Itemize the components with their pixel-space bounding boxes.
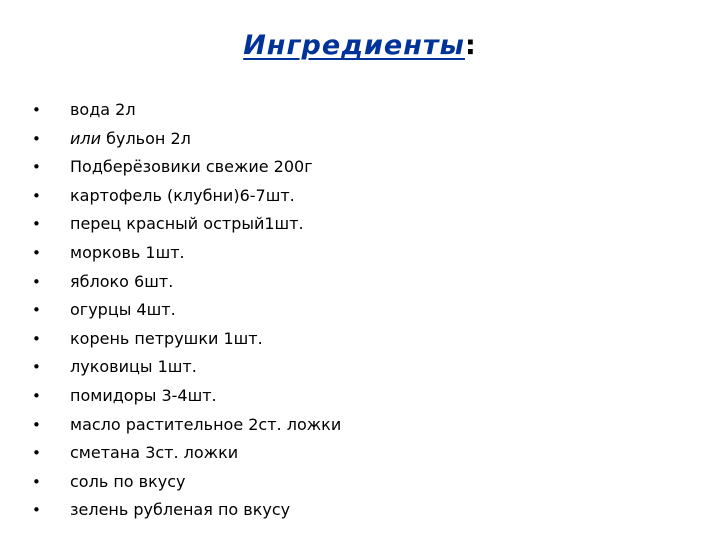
title-text: Ингредиенты: [243, 30, 465, 61]
ingredients-list: [32, 96, 341, 525]
list-item: [32, 296, 341, 325]
list-item: [32, 125, 341, 154]
bullet-icon: •: [32, 101, 41, 119]
page-title: [0, 30, 720, 61]
list-item: [32, 439, 341, 468]
bullet-icon: •: [32, 329, 41, 348]
list-item: [32, 353, 341, 382]
ingredient-text: соль по вкусу: [70, 471, 186, 491]
ingredient-text: перец красный острый1шт.: [70, 214, 304, 234]
ingredient-text: масло растительное 2ст. ложки: [70, 414, 342, 434]
ingredient-text: яблоко 6шт.: [70, 271, 174, 291]
bullet-icon: •: [32, 215, 41, 234]
bullet-icon: •: [32, 301, 41, 320]
bullet-icon: •: [32, 272, 41, 291]
ingredient-text: Подберёзовики свежие 200г: [70, 157, 313, 177]
ingredient-text: вода 2л: [70, 100, 136, 119]
bullet-icon: •: [32, 129, 41, 148]
list-item: [32, 210, 341, 239]
ingredient-text: сметана 3ст. ложки: [70, 443, 239, 463]
list-item: [32, 153, 341, 182]
ingredient-text: корень петрушки 1шт.: [70, 328, 263, 348]
list-item: [32, 268, 341, 297]
list-item: [32, 96, 341, 125]
list-item: [32, 468, 341, 497]
list-item: [32, 411, 341, 440]
bullet-icon: •: [32, 444, 41, 463]
bullet-icon: •: [32, 415, 41, 434]
ingredient-text: картофель (клубни)6-7шт.: [70, 185, 295, 205]
bullet-icon: •: [32, 501, 41, 520]
list-item: [32, 182, 341, 211]
bullet-icon: •: [32, 358, 41, 377]
bullet-icon: •: [32, 472, 41, 491]
list-item: [32, 239, 341, 268]
ingredient-text: луковицы 1шт.: [70, 357, 197, 377]
ingredient-text: огурцы 4шт.: [70, 300, 176, 320]
bullet-icon: •: [32, 186, 41, 205]
bullet-icon: •: [32, 158, 41, 177]
ingredient-prefix: или: [70, 128, 102, 148]
list-item: [32, 382, 341, 411]
list-item: [32, 496, 341, 525]
ingredient-text: бульон 2л: [101, 128, 191, 148]
bullet-icon: •: [32, 386, 41, 405]
bullet-icon: •: [32, 243, 41, 262]
ingredient-text: зелень рубленая по вкусу: [70, 500, 291, 520]
list-item: [32, 325, 341, 354]
ingredient-text: морковь 1шт.: [70, 242, 185, 262]
title-colon: :: [464, 30, 477, 61]
ingredient-text: помидоры 3-4шт.: [70, 385, 217, 405]
